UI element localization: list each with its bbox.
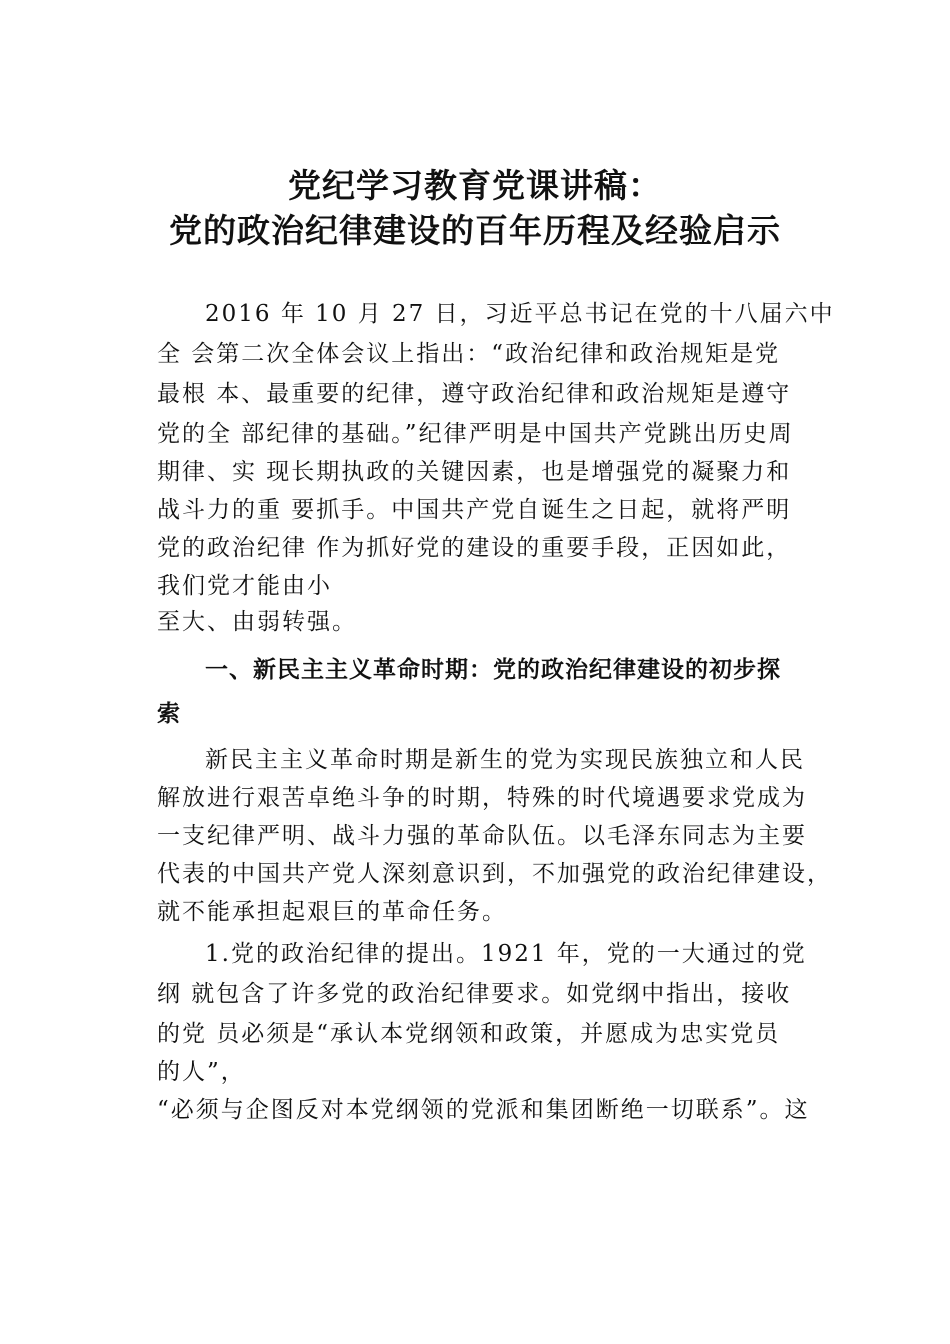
paragraph-2-line: 就不能承担起艰巨的革命任务。 (157, 899, 507, 925)
paragraph-1-line: 2016 年 10 月 27 日，习近平总书记在党的十八届六中 (205, 301, 835, 327)
paragraph-3-line: 1.党的政治纪律的提出。1921 年，党的一大通过的党 (205, 941, 807, 967)
paragraph-3-line: 纲 就包含了许多党的政治纪律要求。如党纲中指出，接收 (157, 981, 792, 1007)
section-1-heading: 一、新民主主义革命时期：党的政治纪律建设的初步探 (205, 657, 781, 683)
document-title-line-2: 党的政治纪律建设的百年历程及经验启示 (169, 211, 781, 250)
paragraph-2-line: 新民主主义革命时期是新生的党为实现民族独立和人民 (205, 747, 805, 773)
paragraph-1-line: 党的全 部纪律的基础。”纪律严明是中国共产党跳出历史周 (157, 421, 794, 447)
paragraph-3-line: 的党 员必须是“承认本党纲领和政策，并愿成为忠实党员 (157, 1021, 781, 1047)
paragraph-1-line: 我们党才能由小 (157, 573, 332, 599)
section-1-heading-continued: 索 (157, 701, 181, 727)
paragraph-3-line: 的人”， (157, 1059, 246, 1085)
paragraph-1-line: 战斗力的重 要抓手。中国共产党自诞生之日起，就将严明 (157, 497, 792, 523)
paragraph-3-line: “必须与企图反对本党纲领的党派和集团断绝一切联系”。这 (157, 1097, 810, 1123)
paragraph-2-line: 代表的中国共产党人深刻意识到，不加强党的政治纪律建设， (157, 861, 832, 887)
paragraph-1-line: 全 会第二次全体会议上指出：“政治纪律和政治规矩是党 (157, 341, 781, 367)
paragraph-2-line: 一支纪律严明、战斗力强的革命队伍。以毛泽东同志为主要 (157, 823, 807, 849)
paragraph-1-line: 党的政治纪律 作为抓好党的建设的重要手段，正因如此， (157, 535, 792, 561)
paragraph-1-line: 最根 本、最重要的纪律，遵守政治纪律和政治规矩是遵守 (157, 381, 792, 407)
paragraph-2-line: 解放进行艰苦卓绝斗争的时期，特殊的时代境遇要求党成为 (157, 785, 807, 811)
paragraph-1-line: 至大、由弱转强。 (157, 609, 357, 635)
document-title-line-1: 党纪学习教育党课讲稿： (288, 166, 662, 205)
paragraph-1-line: 期律、实 现长期执政的关键因素，也是增强党的凝聚力和 (157, 459, 792, 485)
